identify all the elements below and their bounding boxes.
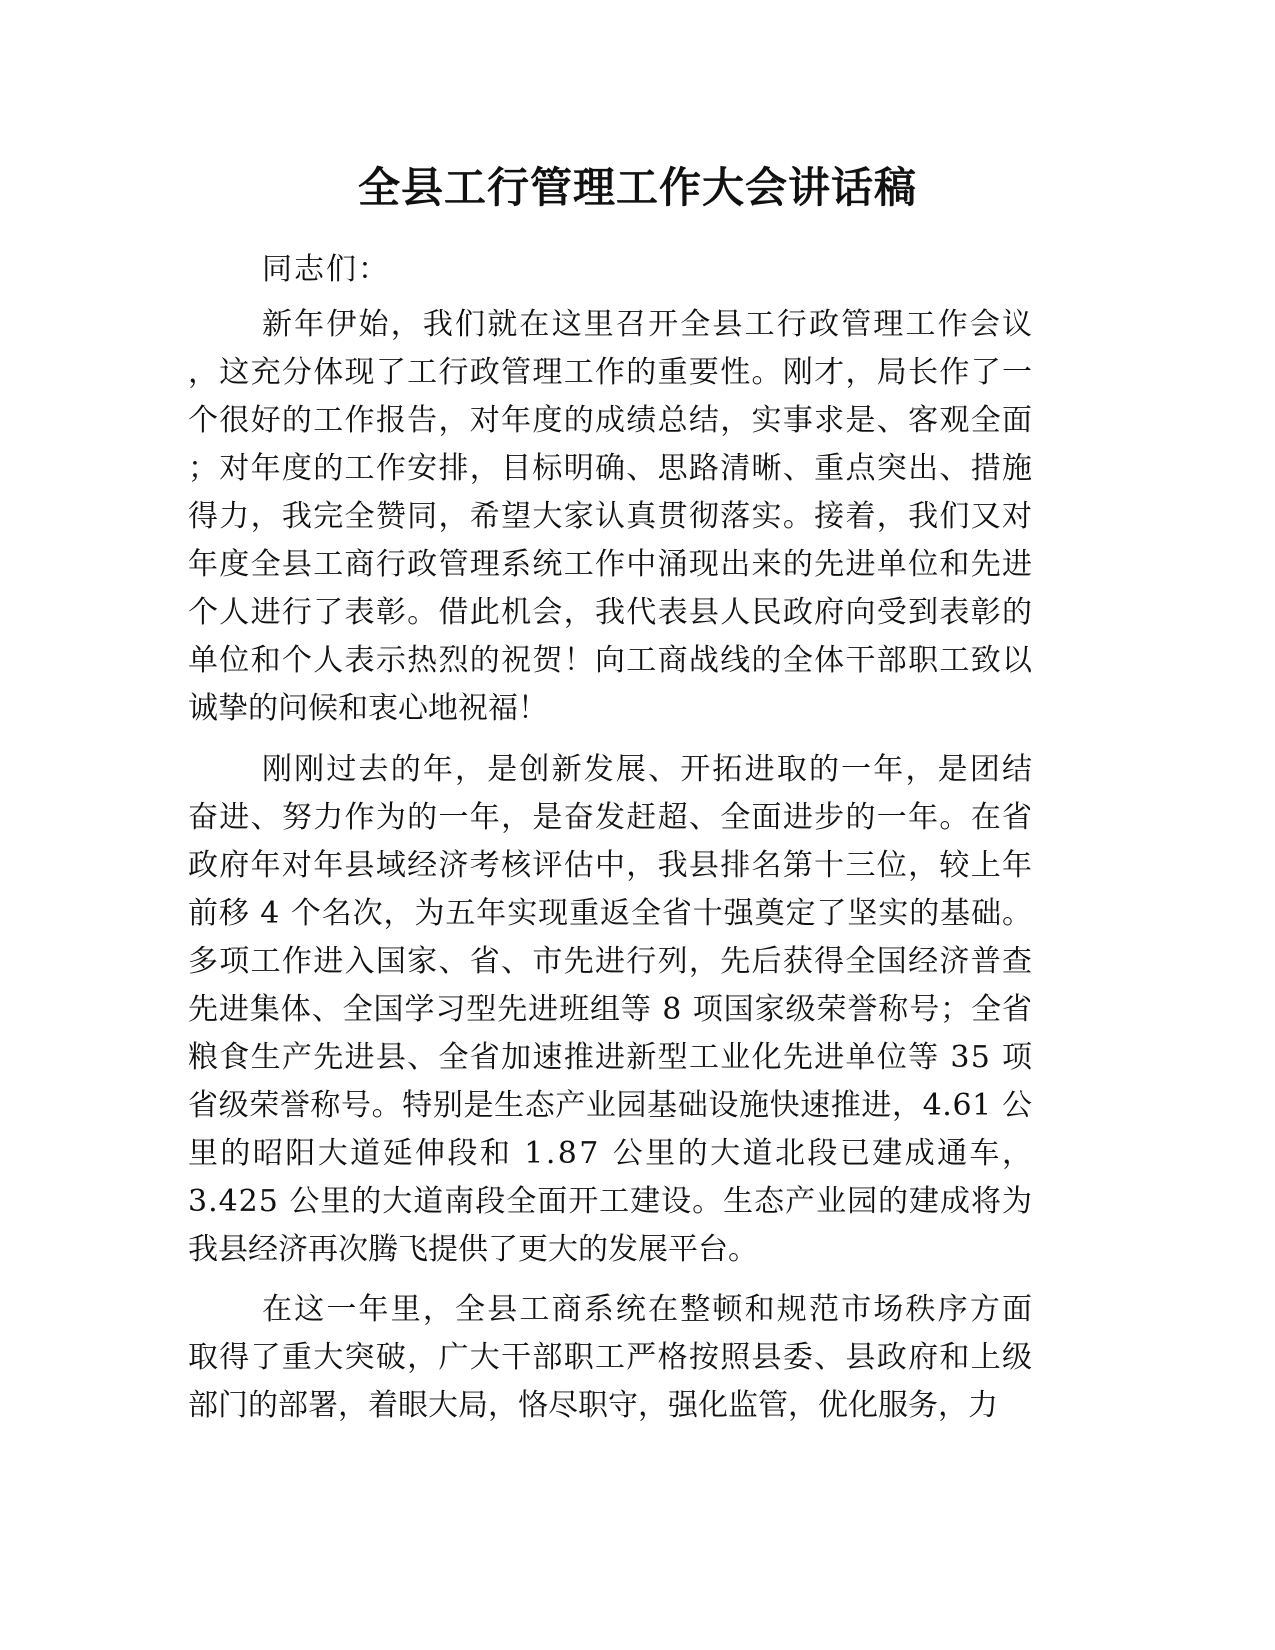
- paragraph-line: 3.425 公里的大道南段全面开工建设。生态产业园的建成将为: [188, 1184, 1033, 1219]
- paragraph-line: 个很好的工作报告，对年度的成绩总结，实事求是、客观全面: [188, 403, 1034, 438]
- paragraph-line: ，这充分体现了工行政管理工作的重要性。刚才，局长作了一: [188, 355, 1034, 390]
- salutation: 同志们：: [262, 252, 390, 287]
- paragraph-line: 多项工作进入国家、省、市先进行列，先后获得全国经济普查: [188, 944, 1034, 979]
- paragraph-line: 里的昭阳大道延伸段和 1.87 公里的大道北段已建成通车，: [188, 1136, 1035, 1171]
- paragraph-line: 年度全县工商行政管理系统工作中涌现出来的先进单位和先进: [188, 547, 1034, 582]
- paragraph-line: 得力，我完全赞同，希望大家认真贯彻落实。接着，我们又对: [188, 499, 1034, 534]
- paragraph-line: 我县经济再次腾飞提供了更大的发展平台。: [188, 1232, 758, 1267]
- paragraph-line: 奋进、努力作为的一年，是奋发赶超、全面进步的一年。在省: [188, 800, 1034, 835]
- paragraph-line: 刚刚过去的年，是创新发展、开拓进取的一年，是团结: [262, 752, 1035, 787]
- document-title: 全县工行管理工作大会讲话稿: [357, 163, 917, 212]
- paragraph-line: 先进集体、全国学习型先进班组等 8 项国家级荣誉称号；全省: [188, 992, 1033, 1027]
- paragraph-line: ；对年度的工作安排，目标明确、思路清晰、重点突出、措施: [188, 451, 1034, 486]
- paragraph-line: 在这一年里，全县工商系统在整顿和规范市场秩序方面: [262, 1292, 1035, 1327]
- paragraph-line: 粮食生产先进县、全省加速推进新型工业化先进单位等 35 项: [188, 1040, 1034, 1075]
- paragraph-line: 诚挚的问候和衷心地祝福！: [188, 691, 548, 726]
- paragraph-line: 取得了重大突破，广大干部职工严格按照县委、县政府和上级: [188, 1340, 1034, 1375]
- paragraph-line: 新年伊始，我们就在这里召开全县工行政管理工作会议: [262, 307, 1035, 342]
- paragraph-line: 部门的部署，着眼大局，恪尽职守，强化监管，优化服务，力: [188, 1388, 998, 1423]
- paragraph-line: 单位和个人表示热烈的祝贺！向工商战线的全体干部职工致以: [188, 643, 1034, 678]
- paragraph-line: 政府年对年县域经济考核评估中，我县排名第十三位，较上年: [188, 848, 1034, 883]
- paragraph-line: 前移 4 个名次，为五年实现重返全省十强奠定了坚实的基础。: [188, 896, 1033, 931]
- paragraph-line: 省级荣誉称号。特别是生态产业园基础设施快速推进，4.61 公: [188, 1088, 1033, 1123]
- paragraph-line: 个人进行了表彰。借此机会，我代表县人民政府向受到表彰的: [188, 595, 1034, 630]
